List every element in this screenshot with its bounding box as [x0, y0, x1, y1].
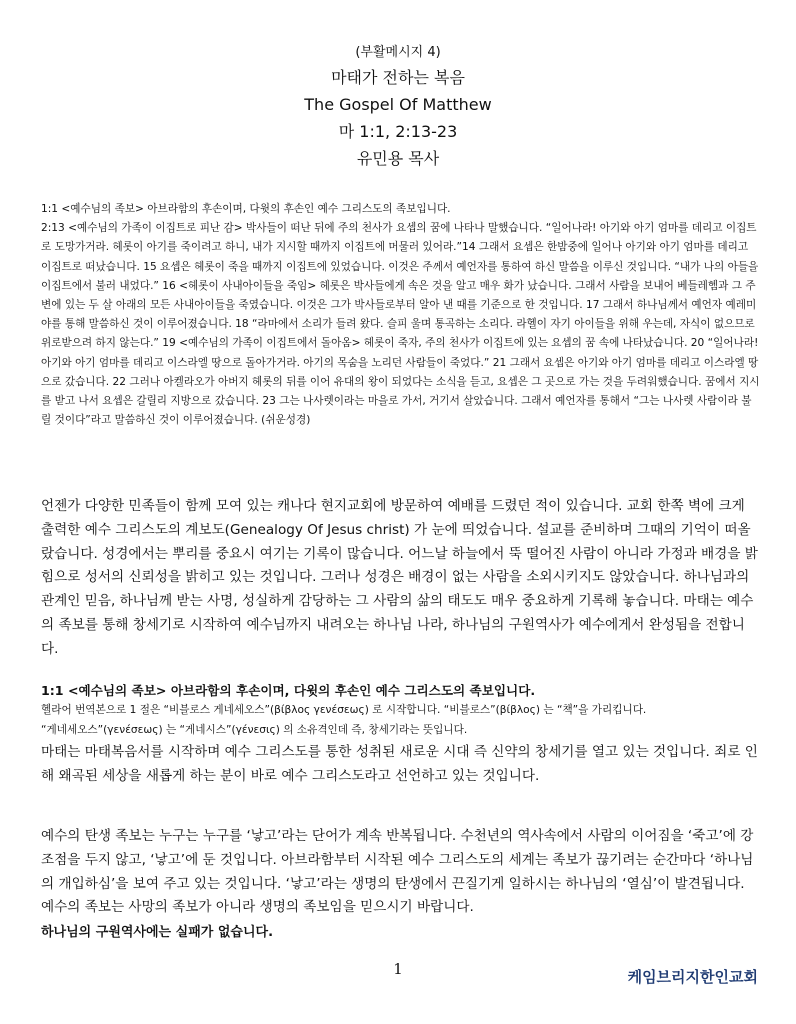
- title-korean: 마태가 전하는 복음: [331, 68, 465, 87]
- intro-paragraph: 언젠가 다양한 민족들이 함께 모여 있는 캐나다 현지교회에 방문하여 예배를 드렸던 적이 있습니다. 교회 한쪽 벽에 크게 출력한 예수 그리스도의 계보도(Genealogy Of Jesus christ) 가 눈에 띄었습니다. 설교를 준비하며 그때의 기억이 떠올랐습니다. 성경에서는 뿌리를 중요시 여기는 기록이 많습니다. 어느날 하늘에서 뚝 떨어진 사람이 아니라 가정과 배경을 밝힘으로 성서의 신뢰성을 밝히고 있는 것입니다. 그러나 성경은 배경이 없는 사람을 소외시키지도 않았습니다. 하나님과의 관계인 믿음, 하나님께 받는 사명, 성실하게 감당하는 그 사람의 삶의 태도도 매우 중요하게 기록해 놓습니다. 마태는 예수의 족보를 통해 창세기로 시작하여 예수님까지 내려오는 하나님 나라, 하나님의 구원역사가 예수에게서 완성됨을 전합니다.: [41, 498, 758, 657]
- title-english: The Gospel Of Matthew: [304, 95, 492, 114]
- section-greek-note: 헬라어 번역본으로 1 절은 “비블로스 게네세오스”(βίβλος γενέσεως) 로 시작합니다. “비블로스”(βίβλος) 는 “책”을 가리킵니다. “게네세오스”(γενέσεως) 는 “게네시스”(γένεσις) 의 소유격인데 즉, 창세기라는 뜻입니다.: [41, 704, 647, 736]
- closing-heading: 하나님의 구원역사에는 실패가 없습니다.: [41, 925, 274, 940]
- page-number: 1: [393, 960, 403, 978]
- genealogy-paragraph: 예수의 탄생 족보는 누구는 누구를 ‘낳고’라는 단어가 계속 반복됩니다. 수천년의 역사속에서 사람의 이어짐을 ‘죽고’에 강조점을 두지 않고, ‘낳고’에 둔 것입니다. 아브라함부터 시작된 예수 그리스도의 세계는 족보가 끊기려는 순간마다 ‘하나님의 개입하심’을 보여 주고 있는 것입니다. ‘낳고’라는 생명의 탄생에서 끈질기게 일하시는 하나님의 ‘열심’이 발견됩니다. 예수의 족보는 사망의 족보가 아니라 생명의 족보임을 믿으시기 바랍니다.: [41, 828, 754, 916]
- scripture-reference: 마 1:1, 2:13-23: [338, 122, 458, 141]
- scripture-text: 1:1 <예수님의 족보> 아브라함의 후손이며, 다윗의 후손인 예수 그리스도의 족보입니다. 2:13 <예수님의 가족이 이집트로 피난 감> 박사들이 떠난 뒤에 주의 천사가 요셉의 꿈에 나타나 말했습니다. “일어나라! 아기와 아기 엄마를 데리고 이집트로 도망가거라. 헤롯이 아기를 죽이려고 하니, 내가 지시할 때까지 이집트에 머물러 있어라.”14 그래서 요셉은 한밤중에 일어나 아기와 아기 엄마를 데리고 이집트로 떠났습니다. 15 요셉은 헤롯이 죽을 때까지 이집트에 있었습니다. 이것은 주께서 예언자를 통하여 하신 말씀을 이루신 것입니다. “내가 나의 아들을 이집트에서 불러 내었다.” 16 <헤롯이 사내아이들을 죽임> 헤롯은 박사들에게 속은 것을 알고 매우 화가 났습니다. 그래서 사람을 보내어 베들레헴과 그 주변에 있는 두 살 아래의 모든 사내아이들을 죽였습니다. 이것은 그가 박사들로부터 알아 낸 때를 기준으로 한 것입니다. 17 그래서 하나님께서 예언자 예레미야를 통해 말씀하신 것이 이루어졌습니다. 18 “라마에서 소리가 들려 왔다. 슬피 울며 통곡하는 소리다. 라헬이 자기 아이들을 위해 우는데, 자식이 없으므로 위로받으려 하지 않는다.” 19 <예수님의 가족이 이집트에서 돌아옴> 헤롯이 죽자, 주의 천사가 이집트에 있는 요셉의 꿈 속에 나타났습니다. 20 “일어나라! 아기와 아기 엄마를 데리고 이스라엘 땅으로 돌아가거라. 아기의 목숨을 노리던 사람들이 죽었다.” 21 그래서 요셉은 아기와 아기 엄마를 데리고 이스라엘 땅으로 갔습니다. 22 그러나 아켈라오가 아버지 헤롯의 뒤를 이어 유대의 왕이 되었다는 소식을 듣고, 요셉은 그 곳으로 가는 것을 두려워했습니다. 꿈에서 지시를 받고 나서 요셉은 갈릴리 지방으로 갔습니다. 23 그는 나사렛이라는 마을로 가서, 거기서 살았습니다. 그래서 예언자를 통해서 “그는 나사렛 사람이라 불릴 것이다”라고 말씀하신 것이 이루어졌습니다. (쉬운성경): [41, 203, 760, 427]
- series-label: (부활메시지 4): [355, 45, 441, 60]
- preacher-name: 유민용 목사: [356, 149, 440, 168]
- sermon-header: [0, 42, 796, 172]
- section-paragraph: 마태는 마태복음서를 시작하며 예수 그리스도를 통한 성취된 새로운 시대 즉 신약의 창세기를 열고 있는 것입니다. 죄로 인해 왜곡된 세상을 새롭게 하는 분이 바로 예수 그리스도라고 선언하고 있는 것입니다.: [41, 744, 758, 784]
- church-name: 케임브리지한인교회: [627, 968, 758, 986]
- section-heading: 1:1 <예수님의 족보> 아브라함의 후손이며, 다윗의 후손인 예수 그리스도의 족보입니다.: [41, 683, 536, 698]
